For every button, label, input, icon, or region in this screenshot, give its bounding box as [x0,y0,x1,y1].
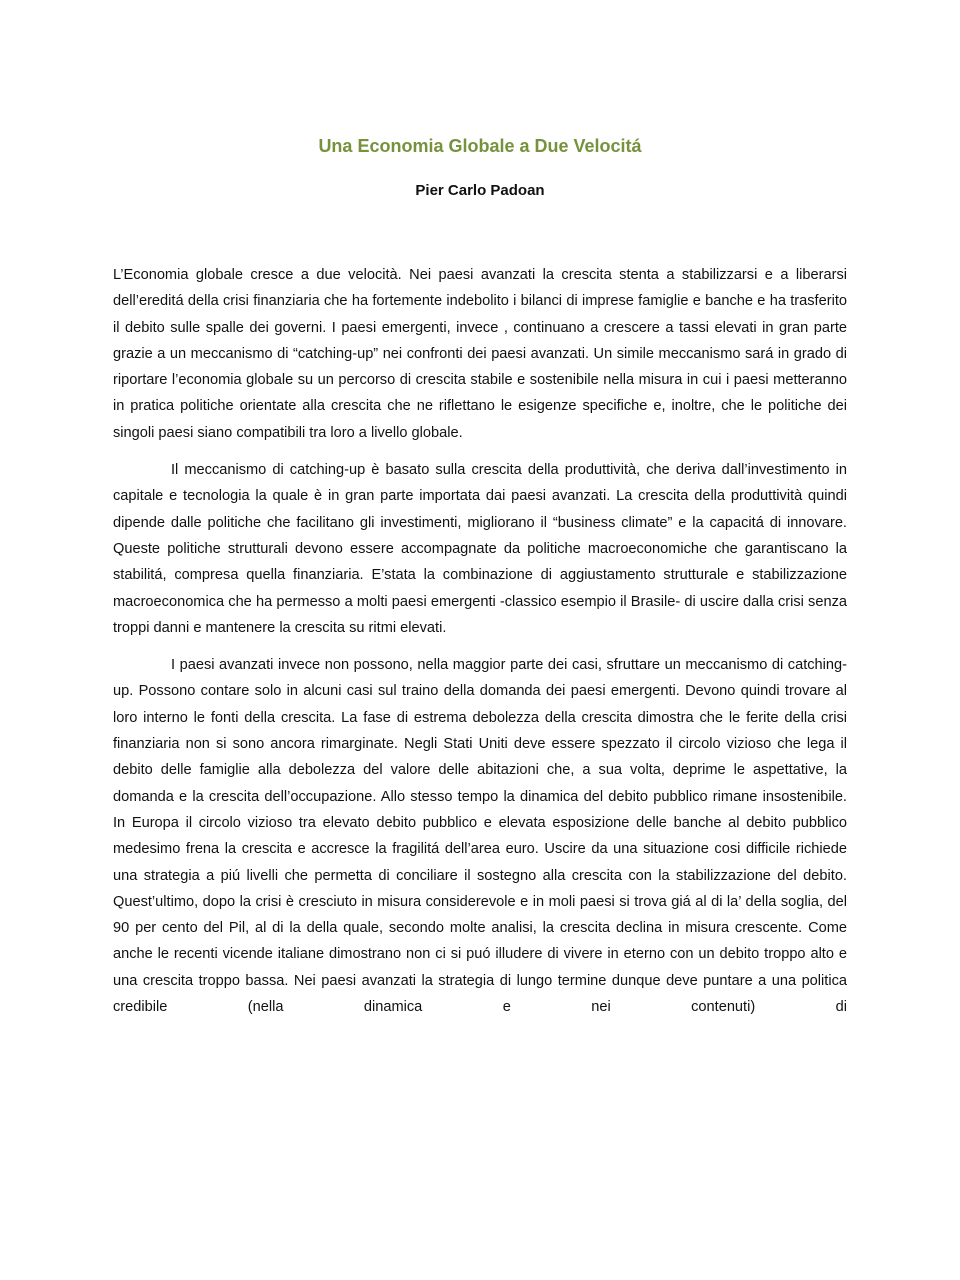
document-body [113,262,847,1031]
paragraph-3: I paesi avanzati invece non possono, nella maggior parte dei casi, sfruttare un meccanismo di catching-up. Possono contare solo in alcuni casi sul traino della domanda dei paesi emergenti. Devono quindi trovare al loro interno le fonti della crescita. La fase di estrema debolezza della crescita dimostra che le ferite della crisi finanziaria non si sono ancora rimarginate. Negli Stati Uniti deve essere spezzato il circolo vizioso che lega il debito delle famiglie alla debolezza del valore delle abitazioni che, a sua volta, deprime le aspettative, la domanda e la crescita dell’occupazione. Allo stesso tempo la dinamica del debito pubblico rimane insostenibile. In Europa il circolo vizioso tra elevato debito pubblico e elevata esposizione delle banche al debito pubblico medesimo frena la crescita e accresce la fragilitá dell’area euro. Uscire da una situazione cosi difficile richiede una strategia a piú livelli che permetta di conciliare il sostegno alla crescita con la stabilizzazione del debito. Quest’ultimo, dopo la crisi è cresciuto in misura considerevole e in moli paesi si trova giá al di la’ della soglia, del 90 per cento del Pil, al di la della quale, secondo molte analisi, la crescita declina in misura crescente. Come anche le recenti vicende italiane dimostrano non ci si puó illudere di vivere in eterno con un debito troppo alto e una crescita troppo bassa. Nei paesi avanzati la strategia di lungo termine dunque deve puntare a una politica credibile (nella dinamica e nei contenuti) di [113,657,847,1016]
paragraph-1: L’Economia globale cresce a due velocità. Nei paesi avanzati la crescita stenta a stabilizzarsi e a liberarsi dell’ereditá della crisi finanziaria che ha fortemente indebolito i bilanci di imprese famiglie e banche e ha trasferito il debito sulle spalle dei governi. I paesi emergenti, invece , continuano a crescere a tassi elevati in gran parte grazie a un meccanismo di “catching-up” nei confronti dei paesi avanzati. Un simile meccanismo sará in grado di riportare l’economia globale su un percorso di crescita stabile e sostenibile nella misura in cui i paesi metteranno in pratica politiche orientate alla crescita che ne riflettano le esigenze specifiche e, inoltre, che le politiche dei singoli paesi siano compatibili tra loro a livello globale. [113,267,847,441]
document-title: Una Economia Globale a Due Velocitá [318,136,642,156]
paragraph-2: Il meccanismo di catching-up è basato sulla crescita della produttività, che deriva dall’investimento in capitale e tecnologia la quale è in gran parte importata dai paesi avanzati. La crescita della produttività quindi dipende dalle politiche che facilitano gli investimenti, migliorano il “business climate” e la capacitá di innovare. Queste politiche strutturali devono essere accompagnate da politiche macroeconomiche che garantiscano la stabilitá, compresa quella finanziaria. E’stata la combinazione di aggiustamento strutturale e stabilizzazione macroeconomica che ha permesso a molti paesi emergenti -classico esempio il Brasile- di uscire dalla crisi senza troppi danni e mantenere la crescita su ritmi elevati. [113,462,847,636]
document-author: Pier Carlo Padoan [415,182,545,199]
